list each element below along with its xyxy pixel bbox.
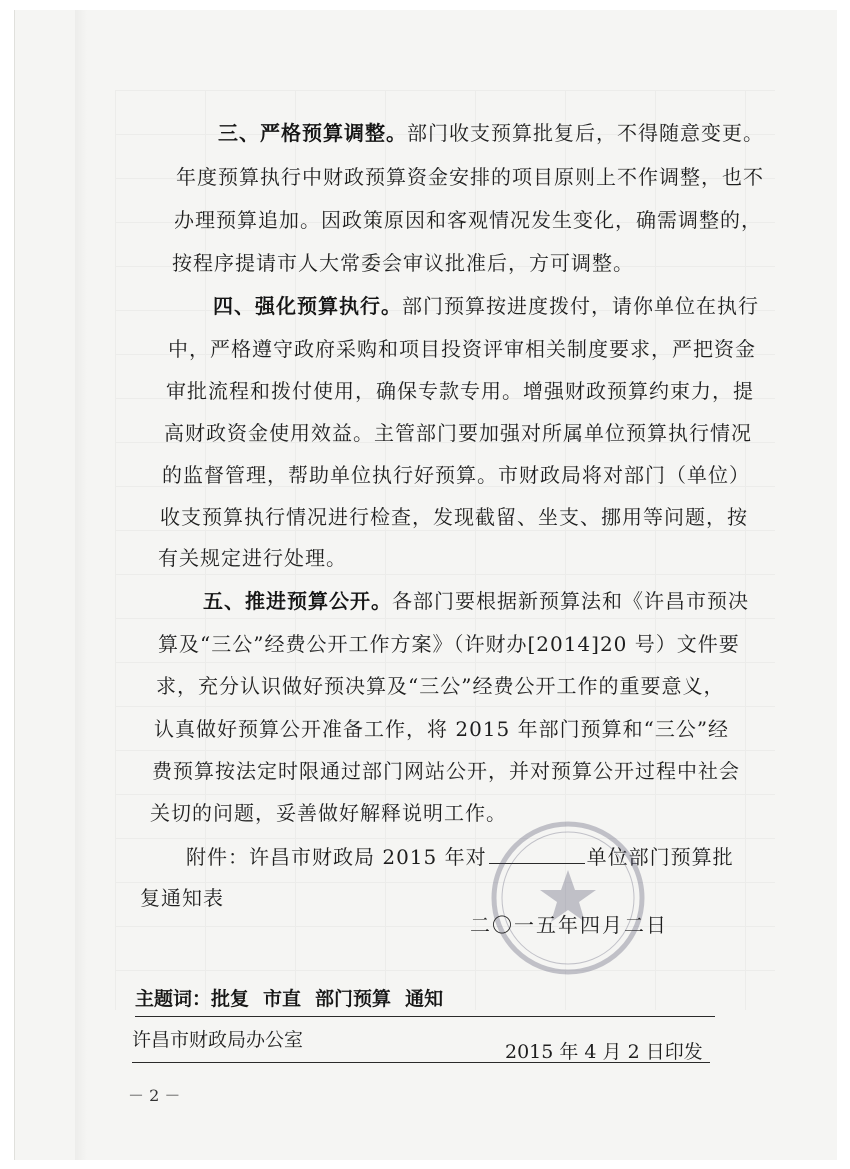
section-four-line-3: 审批流程和拨付使用，确保专款专用。增强财政预算约束力，提	[166, 379, 754, 403]
section-five-line-5: 费预算按法定时限通过部门网站公开，并对预算公开过程中社会	[152, 759, 740, 783]
section-four-line-6: 收支预算执行情况进行检查，发现截留、坐支、挪用等问题，按	[160, 505, 748, 529]
issue-date: 二〇一五年四月二日	[470, 913, 668, 937]
section-three-line-1: 部门收支预算批复后，不得随意变更。	[407, 121, 764, 145]
attachment-line	[186, 843, 734, 870]
scan-fold-shadow	[75, 10, 87, 1160]
official-seal-stamp	[488, 818, 648, 978]
section-four-line-4: 高财政资金使用效益。主管部门要加强对所属单位预算执行情况	[164, 421, 752, 445]
section-five-line-1: 各部门要根据新预算法和《许昌市预决	[392, 589, 749, 613]
issuing-office: 许昌市财政局办公室	[132, 1029, 304, 1051]
subject-keywords	[135, 987, 457, 1011]
keywords-rule	[135, 1016, 715, 1017]
section-three-line-3: 办理预算追加。因政策原因和客观情况发生变化，确需调整的，	[174, 208, 762, 232]
section-four-line-2: 中，严格遵守政府采购和项目投资评审相关制度要求，严把资金	[168, 337, 756, 361]
section-four-line-1: 部门预算按进度拨付，请你单位在执行	[402, 294, 759, 318]
section-four-line-5: 的监督管理，帮助单位执行好预算。市财政局将对部门（单位）	[162, 463, 750, 487]
section-five-line-3: 求，充分认识做好预决算及“三公”经费公开工作的重要意义，	[156, 674, 725, 698]
section-five-first-line	[203, 588, 749, 614]
section-three-line-2: 年度预算执行中财政预算资金安排的项目原则上不作调整，也不	[176, 165, 764, 189]
attachment-prefix: 附件：许昌市财政局 2015 年对	[186, 845, 487, 869]
section-three-first-line	[218, 120, 764, 146]
attachment-suffix: 单位部门预算批	[586, 845, 734, 869]
section-three-line-4: 按程序提请市人大常委会审议批准后，方可调整。	[172, 251, 634, 275]
section-five-line-2: 算及“三公”经费公开工作方案》（许财办[2014]20 号）文件要	[158, 632, 740, 656]
keywords-label: 主题词：	[135, 988, 212, 1010]
section-five-heading: 五、推进预算公开。	[203, 589, 392, 613]
page-number: － 2 －	[128, 1086, 181, 1105]
section-four-line-7: 有关规定进行处理。	[158, 546, 347, 570]
keyword-item: 市直	[263, 988, 302, 1010]
section-four-heading: 四、强化预算执行。	[213, 294, 402, 318]
keyword-item: 通知	[405, 988, 444, 1010]
section-five-line-6: 关切的问题，妥善做好解释说明工作。	[150, 801, 507, 825]
keyword-item: 批复	[211, 988, 250, 1010]
section-three-heading: 三、严格预算调整。	[218, 121, 407, 145]
section-five-line-4: 认真做好预算公开准备工作，将 2015 年部门预算和“三公”经	[154, 717, 730, 741]
footer-rule	[132, 1062, 710, 1063]
print-date: 2015 年 4 月 2 日印发	[505, 1041, 703, 1063]
section-four-first-line	[213, 293, 759, 319]
keyword-item: 部门预算	[315, 988, 392, 1010]
attachment-continuation: 复通知表	[140, 886, 224, 910]
